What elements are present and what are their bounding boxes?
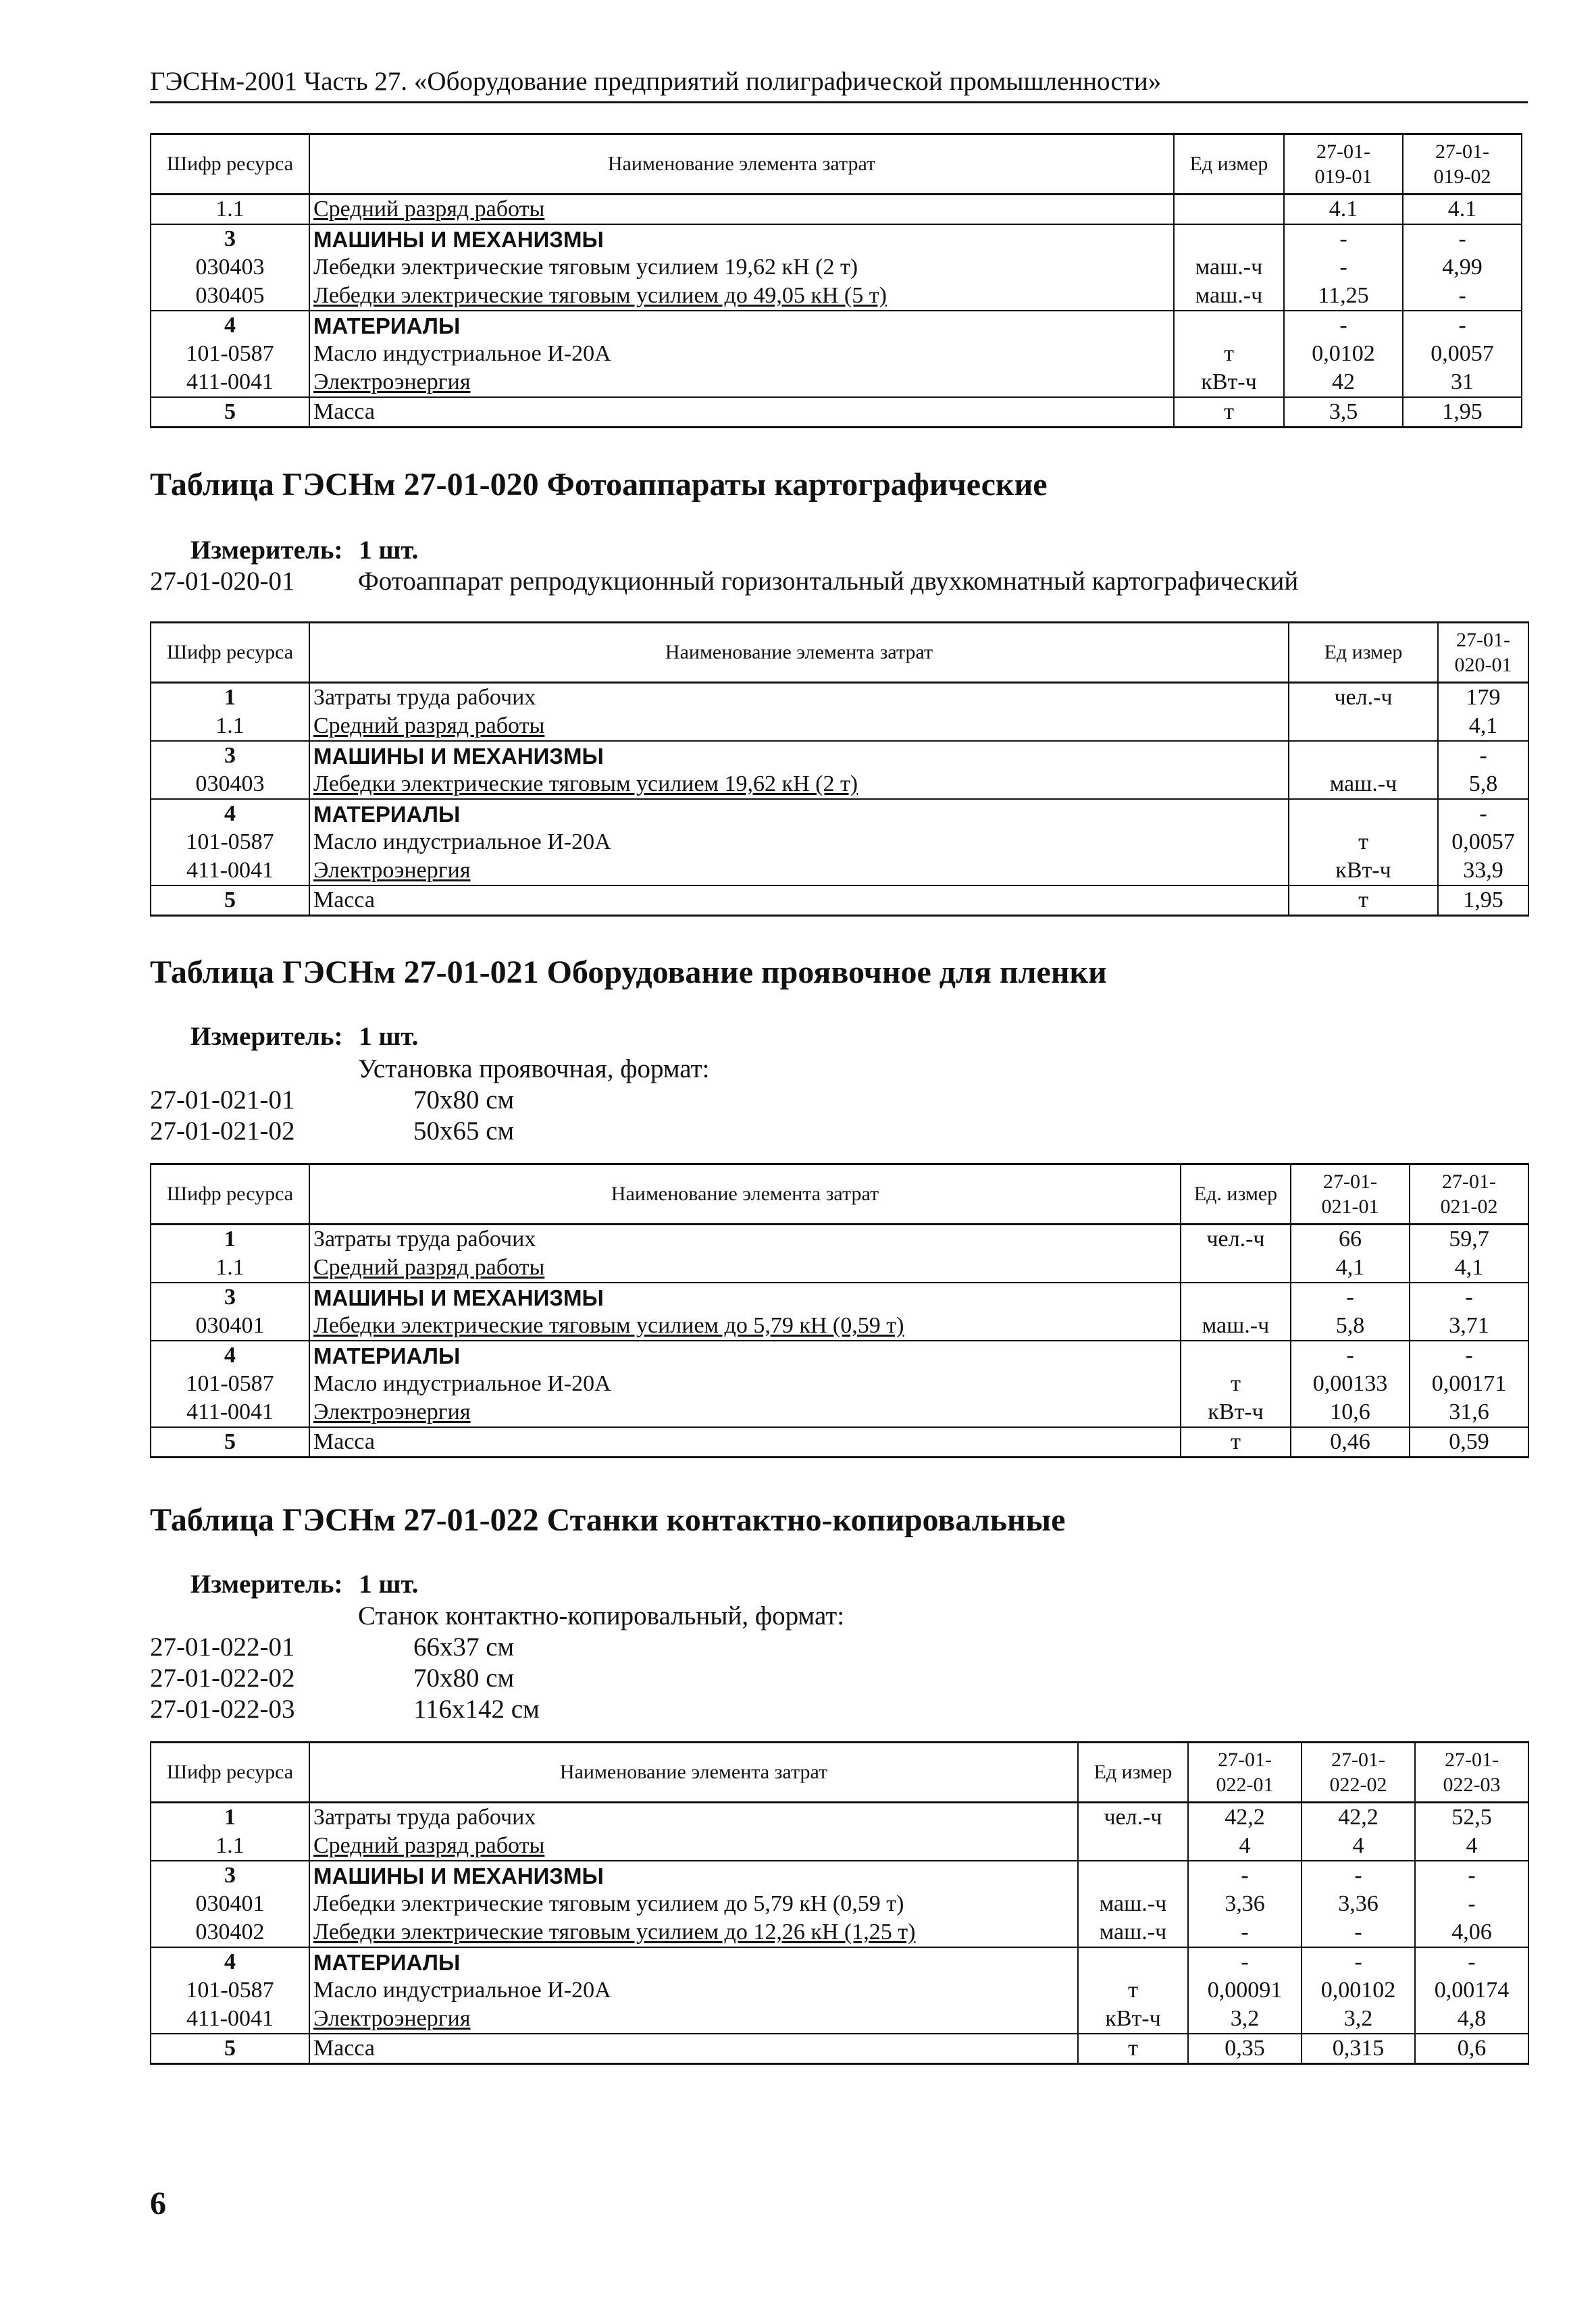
norm-value: 1,95	[1438, 885, 1528, 916]
norm-value: -	[1291, 1283, 1410, 1312]
table-row	[151, 1283, 1528, 1312]
norm-value: 4	[1415, 1832, 1528, 1861]
cost-element-name: Средний разряд работы	[309, 712, 1289, 741]
header-code: Шифр ресурса	[151, 623, 309, 683]
norm-value: -	[1415, 1861, 1528, 1890]
header-norm-column: 27-01- 022-02	[1302, 1743, 1415, 1803]
norm-value: 4,1	[1410, 1254, 1528, 1283]
cost-element-name: Лебедки электрические тяговым усилием до 12,26 кН (1,25 т)	[309, 1918, 1078, 1947]
resource-code: 030402	[151, 1918, 309, 1947]
unit-of-measure: чел.-ч	[1078, 1803, 1188, 1832]
header-norm-column: 27-01- 019-01	[1284, 134, 1403, 195]
norm-value: -	[1284, 253, 1403, 282]
item-intro: Установка проявочная, формат:	[358, 1054, 710, 1083]
norm-value: -	[1410, 1341, 1528, 1370]
norm-value: 4.1	[1284, 195, 1403, 225]
norm-value: 179	[1438, 683, 1528, 713]
table-row	[151, 828, 1528, 856]
resource-code: 5	[151, 2034, 309, 2064]
table-row	[151, 1803, 1528, 1832]
header-norm-column: 27-01- 021-01	[1291, 1164, 1410, 1225]
resource-code: 101-0587	[151, 1976, 309, 2005]
table-row	[151, 1427, 1528, 1458]
unit-of-measure	[1289, 741, 1438, 770]
item-description: 70х80 см	[413, 1664, 515, 1693]
table-27-01-021-block	[150, 1163, 1529, 1458]
norm-value: 0,0057	[1438, 828, 1528, 856]
cost-element-name: Лебедки электрические тяговым усилием до 5,79 кН (0,59 т)	[309, 1312, 1181, 1341]
table-header-row	[151, 134, 1522, 195]
header-code: Шифр ресурса	[151, 1743, 309, 1803]
table-row	[151, 253, 1522, 282]
resource-code: 1.1	[151, 195, 309, 225]
cost-element-name: МАТЕРИАЛЫ	[309, 1341, 1181, 1370]
table-row	[151, 1918, 1528, 1947]
measure-line-27-01-021	[190, 1021, 418, 1052]
running-header: ГЭСНм-2001 Часть 27. «Оборудование предприятий полиграфической промышленности»	[150, 67, 1162, 96]
table-row	[151, 1890, 1528, 1918]
norm-value: 4,99	[1403, 253, 1522, 282]
resource-code: 3	[151, 1283, 309, 1312]
norm-value: -	[1284, 311, 1403, 340]
norm-value: 0,46	[1291, 1427, 1410, 1458]
resource-code: 030403	[151, 253, 309, 282]
cost-element-name: Электроэнергия	[309, 856, 1289, 885]
resource-code: 101-0587	[151, 828, 309, 856]
cost-element-name: Средний разряд работы	[309, 1832, 1078, 1861]
table-header-row	[151, 1164, 1528, 1225]
unit-of-measure	[1289, 799, 1438, 828]
measure-label: Измеритель:	[190, 536, 343, 565]
resource-code: 1.1	[151, 712, 309, 741]
cost-element-name: Масло индустриальное И-20А	[309, 1976, 1078, 2005]
resource-code: 030401	[151, 1312, 309, 1341]
header-unit: Ед. измер	[1181, 1164, 1291, 1225]
cost-element-name: Затраты труда рабочих	[309, 1803, 1078, 1832]
table-row	[151, 856, 1528, 885]
resource-code: 3	[151, 224, 309, 253]
unit-of-measure	[1181, 1254, 1291, 1283]
table-title-27-01-021: Таблица ГЭСНм 27-01-021 Оборудование проявочное для пленки	[150, 954, 1107, 990]
cost-element-name: Электроэнергия	[309, 1398, 1181, 1427]
norm-value: 3,5	[1284, 397, 1403, 428]
norm-value: -	[1403, 311, 1522, 340]
unit-of-measure	[1078, 1832, 1188, 1861]
resource-code: 5	[151, 885, 309, 916]
norm-value: 3,2	[1188, 2005, 1302, 2034]
norm-value: 33,9	[1438, 856, 1528, 885]
norm-table-27-01-021	[150, 1163, 1529, 1458]
cost-element-name: Электроэнергия	[309, 368, 1174, 397]
table-row	[151, 2005, 1528, 2034]
norm-table-27-01-020	[150, 621, 1529, 917]
norm-value: 10,6	[1291, 1398, 1410, 1427]
resource-code: 030405	[151, 282, 309, 311]
unit-of-measure: маш.-ч	[1174, 282, 1284, 311]
table-row	[151, 195, 1522, 225]
table-row	[151, 340, 1522, 368]
table-row	[151, 1832, 1528, 1861]
table-row	[151, 1861, 1528, 1890]
header-norm-column: 27-01- 022-03	[1415, 1743, 1528, 1803]
unit-of-measure: т	[1181, 1370, 1291, 1398]
item-code: 27-01-020-01	[150, 567, 295, 596]
table-row	[151, 741, 1528, 770]
table-row	[151, 1341, 1528, 1370]
unit-of-measure: т	[1289, 828, 1438, 856]
norm-value: -	[1438, 741, 1528, 770]
norm-value: 3,36	[1188, 1890, 1302, 1918]
table-row	[151, 1312, 1528, 1341]
norm-value: 31,6	[1410, 1398, 1528, 1427]
norm-value: 5,8	[1291, 1312, 1410, 1341]
unit-of-measure: маш.-ч	[1289, 770, 1438, 799]
unit-of-measure: чел.-ч	[1181, 1225, 1291, 1254]
header-name: Наименование элемента затрат	[309, 1743, 1078, 1803]
item-intro: Станок контактно-копировальный, формат:	[358, 1601, 845, 1630]
item-code: 27-01-021-01	[150, 1085, 295, 1114]
norm-value: -	[1438, 799, 1528, 828]
cost-element-name: Масса	[309, 397, 1174, 428]
resource-code: 411-0041	[151, 2005, 309, 2034]
norm-value: -	[1302, 1861, 1415, 1890]
table-row	[151, 1398, 1528, 1427]
norm-value: -	[1302, 1947, 1415, 1976]
norm-value: 3,2	[1302, 2005, 1415, 2034]
header-norm-column: 27-01- 021-02	[1410, 1164, 1528, 1225]
measure-label: Измеритель:	[190, 1022, 343, 1051]
cost-element-name: МАШИНЫ И МЕХАНИЗМЫ	[309, 1283, 1181, 1312]
table-title-27-01-020: Таблица ГЭСНм 27-01-020 Фотоаппараты картографические	[150, 467, 1048, 503]
measure-line-27-01-020	[190, 535, 418, 565]
norm-value: 42,2	[1302, 1803, 1415, 1832]
unit-of-measure	[1174, 224, 1284, 253]
unit-of-measure: т	[1289, 885, 1438, 916]
item-description: Фотоаппарат репродукционный горизонтальный двухкомнатный картографический	[358, 567, 1299, 596]
header-unit: Ед измер	[1174, 134, 1284, 195]
table-row	[151, 683, 1528, 713]
header-name: Наименование элемента затрат	[309, 134, 1174, 195]
unit-of-measure	[1078, 1861, 1188, 1890]
cost-element-name: Масло индустриальное И-20А	[309, 828, 1289, 856]
norm-value: -	[1403, 282, 1522, 311]
resource-code: 5	[151, 397, 309, 428]
unit-of-measure: т	[1174, 397, 1284, 428]
table-row	[151, 224, 1522, 253]
norm-value: -	[1415, 1890, 1528, 1918]
table-row	[151, 1225, 1528, 1254]
cost-element-name: Средний разряд работы	[309, 195, 1174, 225]
table-header-row	[151, 623, 1528, 683]
norm-table-27-01-022	[150, 1741, 1529, 2065]
measure-line-27-01-022	[190, 1569, 418, 1599]
cost-element-name: Лебедки электрические тяговым усилием до 49,05 кН (5 т)	[309, 282, 1174, 311]
norm-value: 0,6	[1415, 2034, 1528, 2064]
norm-value: 11,25	[1284, 282, 1403, 311]
header-norm-column: 27-01- 019-02	[1403, 134, 1522, 195]
cost-element-name: Электроэнергия	[309, 2005, 1078, 2034]
norm-value: 59,7	[1410, 1225, 1528, 1254]
cost-element-name: МАШИНЫ И МЕХАНИЗМЫ	[309, 741, 1289, 770]
table-row	[151, 712, 1528, 741]
cost-element-name: Затраты труда рабочих	[309, 683, 1289, 713]
table-row	[151, 1254, 1528, 1283]
table-row	[151, 799, 1528, 828]
resource-code: 411-0041	[151, 856, 309, 885]
cost-element-name: Лебедки электрические тяговым усилием 19,62 кН (2 т)	[309, 253, 1174, 282]
header-rule	[150, 101, 1528, 103]
header-unit: Ед измер	[1078, 1743, 1188, 1803]
table-title-27-01-022: Таблица ГЭСНм 27-01-022 Станки контактно-копировальные	[150, 1502, 1066, 1538]
cost-element-name: МАТЕРИАЛЫ	[309, 1947, 1078, 1976]
unit-of-measure: маш.-ч	[1078, 1890, 1188, 1918]
norm-value: 5,8	[1438, 770, 1528, 799]
norm-value: 0,00133	[1291, 1370, 1410, 1398]
resource-code: 101-0587	[151, 340, 309, 368]
unit-of-measure: кВт-ч	[1174, 368, 1284, 397]
norm-value: 0,00102	[1302, 1976, 1415, 2005]
norm-value: 3,36	[1302, 1890, 1415, 1918]
cost-element-name: Масса	[309, 1427, 1181, 1458]
norm-value: 52,5	[1415, 1803, 1528, 1832]
cost-element-name: Лебедки электрические тяговым усилием 19,62 кН (2 т)	[309, 770, 1289, 799]
item-code: 27-01-021-02	[150, 1116, 295, 1146]
resource-code: 4	[151, 1947, 309, 1976]
measure-label: Измеритель:	[190, 1570, 343, 1599]
norm-value: 4,1	[1291, 1254, 1410, 1283]
table-27-01-022-block	[150, 1741, 1529, 2065]
unit-of-measure: маш.-ч	[1181, 1312, 1291, 1341]
norm-value: 0,00091	[1188, 1976, 1302, 2005]
resource-code: 411-0041	[151, 368, 309, 397]
header-norm-column: 27-01- 022-01	[1188, 1743, 1302, 1803]
resource-code: 4	[151, 1341, 309, 1370]
resource-code: 1	[151, 1803, 309, 1832]
resource-code: 3	[151, 741, 309, 770]
norm-table-27-01-019	[150, 133, 1522, 428]
unit-of-measure: кВт-ч	[1289, 856, 1438, 885]
norm-value: 66	[1291, 1225, 1410, 1254]
cost-element-name: Средний разряд работы	[309, 1254, 1181, 1283]
norm-value: 4,06	[1415, 1918, 1528, 1947]
item-code: 27-01-022-03	[150, 1695, 295, 1724]
cost-element-name: Лебедки электрические тяговым усилием до 5,79 кН (0,59 т)	[309, 1890, 1078, 1918]
norm-value: -	[1415, 1947, 1528, 1976]
item-code: 27-01-022-02	[150, 1664, 295, 1693]
norm-value: -	[1291, 1341, 1410, 1370]
unit-of-measure: т	[1078, 1976, 1188, 2005]
item-code: 27-01-022-01	[150, 1632, 295, 1662]
measure-value: 1 шт.	[359, 1570, 419, 1599]
norm-value: -	[1410, 1283, 1528, 1312]
resource-code: 030401	[151, 1890, 309, 1918]
unit-of-measure	[1174, 311, 1284, 340]
norm-value: 42	[1284, 368, 1403, 397]
norm-value: -	[1284, 224, 1403, 253]
resource-code: 3	[151, 1861, 309, 1890]
norm-value: 0,00174	[1415, 1976, 1528, 2005]
resource-code: 411-0041	[151, 1398, 309, 1427]
header-code: Шифр ресурса	[151, 1164, 309, 1225]
norm-value: 0,0057	[1403, 340, 1522, 368]
norm-value: 31	[1403, 368, 1522, 397]
table-row	[151, 2034, 1528, 2064]
header-name: Наименование элемента затрат	[309, 1164, 1181, 1225]
norm-value: -	[1188, 1918, 1302, 1947]
table-header-row	[151, 1743, 1528, 1803]
item-description: 116х142 см	[413, 1695, 540, 1724]
unit-of-measure: кВт-ч	[1078, 2005, 1188, 2034]
unit-of-measure	[1078, 1947, 1188, 1976]
unit-of-measure: маш.-ч	[1078, 1918, 1188, 1947]
norm-value: 4	[1302, 1832, 1415, 1861]
table-row	[151, 282, 1522, 311]
norm-value: -	[1403, 224, 1522, 253]
unit-of-measure: т	[1174, 340, 1284, 368]
table-row	[151, 397, 1522, 428]
norm-value: 4	[1188, 1832, 1302, 1861]
header-unit: Ед измер	[1289, 623, 1438, 683]
cost-element-name: МАШИНЫ И МЕХАНИЗМЫ	[309, 1861, 1078, 1890]
norm-value: -	[1188, 1861, 1302, 1890]
unit-of-measure: т	[1181, 1427, 1291, 1458]
norm-value: 4.1	[1403, 195, 1522, 225]
norm-value: 0,35	[1188, 2034, 1302, 2064]
item-description: 70х80 см	[413, 1085, 515, 1114]
norm-value: 0,315	[1302, 2034, 1415, 2064]
resource-code: 1	[151, 683, 309, 713]
unit-of-measure	[1289, 712, 1438, 741]
norm-value: 1,95	[1403, 397, 1522, 428]
resource-code: 101-0587	[151, 1370, 309, 1398]
resource-code: 1.1	[151, 1254, 309, 1283]
cost-element-name: Масло индустриальное И-20А	[309, 1370, 1181, 1398]
norm-value: 0,59	[1410, 1427, 1528, 1458]
unit-of-measure	[1181, 1341, 1291, 1370]
table-row	[151, 1976, 1528, 2005]
measure-value: 1 шт.	[359, 1022, 419, 1051]
item-description: 50х65 см	[413, 1116, 515, 1146]
table-27-01-020-block	[150, 621, 1529, 917]
table-row	[151, 1947, 1528, 1976]
resource-code: 1.1	[151, 1832, 309, 1861]
unit-of-measure: маш.-ч	[1174, 253, 1284, 282]
norm-value: 0,0102	[1284, 340, 1403, 368]
cost-element-name: Масло индустриальное И-20А	[309, 340, 1174, 368]
norm-value: -	[1188, 1947, 1302, 1976]
table-row	[151, 311, 1522, 340]
unit-of-measure: кВт-ч	[1181, 1398, 1291, 1427]
resource-code: 4	[151, 799, 309, 828]
table-row	[151, 885, 1528, 916]
resource-code: 4	[151, 311, 309, 340]
norm-value: 42,2	[1188, 1803, 1302, 1832]
unit-of-measure	[1181, 1283, 1291, 1312]
unit-of-measure	[1174, 195, 1284, 225]
table-27-01-019-block	[150, 133, 1522, 428]
resource-code: 030403	[151, 770, 309, 799]
measure-value: 1 шт.	[359, 536, 419, 565]
unit-of-measure: чел.-ч	[1289, 683, 1438, 713]
header-code: Шифр ресурса	[151, 134, 309, 195]
header-norm-column: 27-01- 020-01	[1438, 623, 1528, 683]
norm-value: 4,1	[1438, 712, 1528, 741]
norm-value: 3,71	[1410, 1312, 1528, 1341]
resource-code: 1	[151, 1225, 309, 1254]
resource-code: 5	[151, 1427, 309, 1458]
cost-element-name: Масса	[309, 2034, 1078, 2064]
header-name: Наименование элемента затрат	[309, 623, 1289, 683]
table-row	[151, 1370, 1528, 1398]
cost-element-name: МАШИНЫ И МЕХАНИЗМЫ	[309, 224, 1174, 253]
norm-value: 4,8	[1415, 2005, 1528, 2034]
unit-of-measure: т	[1078, 2034, 1188, 2064]
cost-element-name: Масса	[309, 885, 1289, 916]
cost-element-name: Затраты труда рабочих	[309, 1225, 1181, 1254]
cost-element-name: МАТЕРИАЛЫ	[309, 311, 1174, 340]
norm-value: 0,00171	[1410, 1370, 1528, 1398]
table-row	[151, 368, 1522, 397]
page-number: 6	[150, 2186, 166, 2221]
item-description: 66х37 см	[413, 1632, 515, 1662]
norm-value: -	[1302, 1918, 1415, 1947]
table-row	[151, 770, 1528, 799]
cost-element-name: МАТЕРИАЛЫ	[309, 799, 1289, 828]
